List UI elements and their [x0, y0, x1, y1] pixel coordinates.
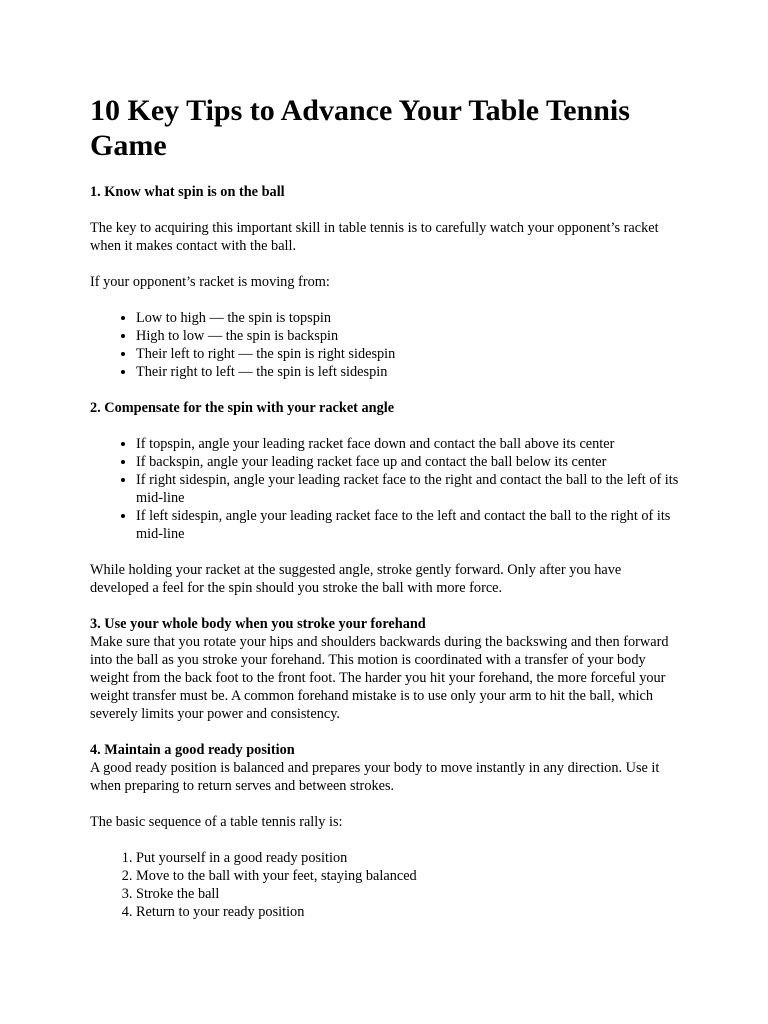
list-item: • High to low — the spin is backspin — [136, 327, 680, 345]
rally-sequence-list — [90, 849, 680, 921]
list-item: • If backspin, angle your leading racket face up and contact the ball below its center — [136, 453, 680, 471]
section-1-intro: The key to acquiring this important skill in table tennis is to carefully watch your opponent’s racket when it makes contact with the ball. — [90, 220, 659, 254]
list-item: • Their left to right — the spin is right sidespin — [136, 345, 680, 363]
section-3-heading: 3. Use your whole body when you stroke your forehand — [90, 616, 426, 632]
list-item: 3. Stroke the ball — [136, 885, 680, 903]
section-4-lead: The basic sequence of a table tennis rally is: — [90, 814, 343, 830]
section-1-lead: If your opponent’s racket is moving from: — [90, 274, 330, 290]
document-page — [90, 93, 680, 921]
section-2-outro: While holding your racket at the suggested angle, stroke gently forward. Only after you have developed a feel for the spin should you stroke the ball with more force. — [90, 562, 622, 596]
list-item: • Low to high — the spin is topspin — [136, 309, 680, 327]
section-3-body: Make sure that you rotate your hips and shoulders backwards during the backswing and then forward into the ball as you stroke your forehand. This motion is coordinated with a transfer of your body weight from the back foot to the front foot. The harder you hit your forehand, the more forceful your weight transfer must be. A common forehand mistake is to use only your arm to hit the ball, which severely limits your power and consistency. — [90, 634, 669, 722]
list-item: • If topspin, angle your leading racket face down and contact the ball above its center — [136, 435, 680, 453]
section-4-heading: 4. Maintain a good ready position — [90, 742, 295, 758]
section-2-heading: 2. Compensate for the spin with your racket angle — [90, 400, 395, 416]
list-item: • If left sidespin, angle your leading racket face to the left and contact the ball to the right of its mid-line — [136, 507, 680, 543]
racket-angle-list — [90, 435, 680, 543]
list-item: 1. Put yourself in a good ready position — [136, 849, 680, 867]
spin-direction-list — [90, 309, 680, 381]
document-title: 10 Key Tips to Advance Your Table Tennis Game — [90, 94, 630, 162]
list-item: • If right sidespin, angle your leading racket face to the right and contact the ball to the left of its mid-line — [136, 471, 680, 507]
list-item: 2. Move to the ball with your feet, staying balanced — [136, 867, 680, 885]
list-item: • Their right to left — the spin is left sidespin — [136, 363, 680, 381]
section-1-heading: 1. Know what spin is on the ball — [90, 184, 285, 200]
section-4-body: A good ready position is balanced and prepares your body to move instantly in any direction. Use it when preparing to return serves and between strokes. — [90, 760, 660, 794]
list-item: 4. Return to your ready position — [136, 903, 680, 921]
